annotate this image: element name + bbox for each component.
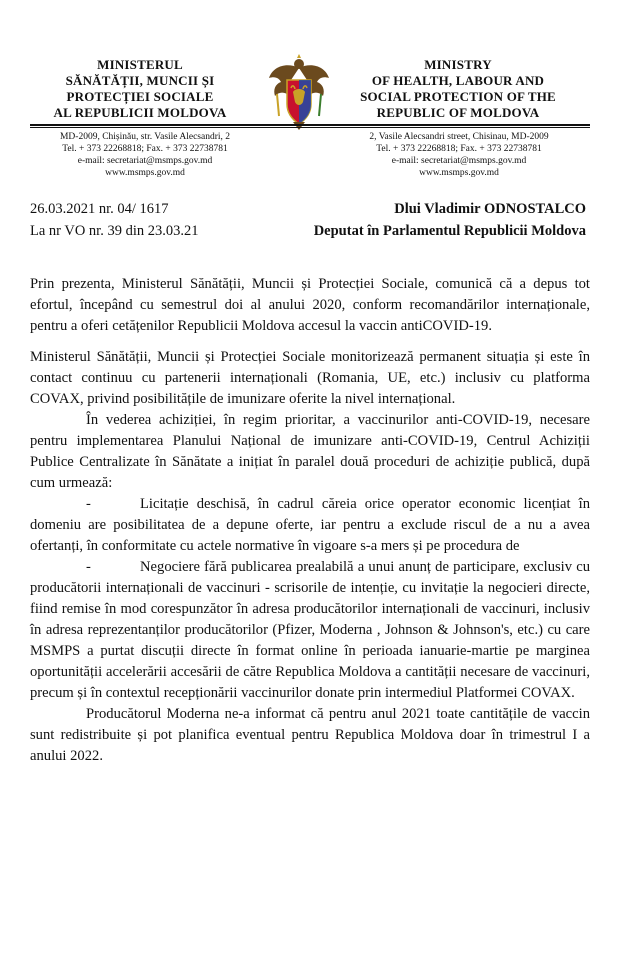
contact-email: e-mail: secretariat@msmps.gov.md <box>391 156 527 166</box>
ministry-ro-line: PROTECȚIEI SOCIALE <box>66 89 214 104</box>
ministry-name-english <box>345 57 571 121</box>
letter-reference <box>30 198 199 242</box>
ministry-ro-line: SĂNĂTĂȚII, MUNCII ȘI <box>65 73 215 88</box>
addressee-block <box>314 198 586 242</box>
reference-number: 26.03.2021 nr. 04/ 1617 <box>30 201 169 217</box>
reply-reference: La nr VO nr. 39 din 23.03.21 <box>30 223 199 239</box>
contact-block-english <box>348 131 570 179</box>
header-divider-thick <box>30 124 590 126</box>
contact-website: www.msmps.gov.md <box>105 168 185 178</box>
list-item-text: Negociere fără publicarea prealabilă a unui anunț de participare, exclusiv cu producătorii internaționali de vaccinuri - scrisorile de intenție, cu invitație la negocieri directe, fiind remise în mod corespunzător în adresa producătorilor internaționali de vaccinuri, inclusiv în adresa reprezentanților producătorilor (Pfizer, Moderna , Johnson & Johnson's, etc.) cu care MSMPS a purtat discuții directe în format online în perioada ianuarie-martie pe marginea oportunității accelerării accesării de către Republica Moldova a cantității necesare de vaccinuri, precum și în contextul recepționării vaccinurilor donate prin intermediul Platformei COVAX. <box>30 559 590 701</box>
header-divider-thin <box>30 127 590 128</box>
contact-phone: Tel. + 373 22268818; Fax. + 373 22738781 <box>376 144 542 154</box>
ministry-en-line: OF HEALTH, LABOUR AND <box>371 73 545 88</box>
ministry-ro-line: AL REPUBLICII MOLDOVA <box>53 105 227 120</box>
ministry-name-romanian <box>30 57 250 121</box>
contact-address: 2, Vasile Alecsandri street, Chisinau, MD-2009 <box>369 132 549 142</box>
body-paragraph: Prin prezenta, Ministerul Sănătății, Muncii și Protecției Sociale, comunică că a depus tot efortul, începând cu semestrul doi al anului 2020, conform recomandărilor internaționale, pentru a oferi cetățenilor Republicii Moldova accesul la vaccin antiCOVID-19. <box>30 276 590 334</box>
body-paragraph: În vederea achiziției, în regim prioritar, a vaccinurilor anti-COVID-19, necesare pentru implementarea Planului Național de imunizare anti-COVID-19, Centrul Achiziții Publice Centralizate în Sănătate a inițiat în paralel două proceduri de achiziție publică, după cum urmează: <box>30 412 590 491</box>
contact-phone: Tel. + 373 22268818; Fax. + 373 22738781 <box>62 144 228 154</box>
contact-email: e-mail: secretariat@msmps.gov.md <box>77 156 213 166</box>
contact-website: www.msmps.gov.md <box>419 168 499 178</box>
letter-body <box>30 274 590 767</box>
ministry-en-line: SOCIAL PROTECTION OF THE <box>360 89 556 104</box>
body-paragraph: Producătorul Moderna ne-a informat că pentru anul 2021 toate cantitățile de vaccin sunt redistribuite și pot planifica eventual pentru Republica Moldova doar în trimestrul I a anului 2022. <box>30 706 590 764</box>
ministry-ro-line: MINISTERUL <box>97 57 183 72</box>
addressee-name: Dlui Vladimir ODNOSTALCO <box>394 201 586 217</box>
body-paragraph: Ministerul Sănătății, Muncii și Protecției Sociale monitorizează permanent situația și este în contact continuu cu partenerii internaționali (Romania, UE, etc.) inclusiv cu platforma COVAX, privind posibilitățile de imunizare oferite la nivel internațional. <box>30 349 590 407</box>
contact-address: MD-2009, Chișinău, str. Vasile Alecsandri, 2 <box>59 132 231 142</box>
moldova-coat-of-arms-icon <box>265 54 333 132</box>
ministry-en-line: MINISTRY <box>424 57 492 72</box>
list-item <box>30 557 590 704</box>
list-item <box>30 494 590 557</box>
list-bullet-dash: - <box>86 559 91 575</box>
contact-block-romanian <box>30 131 260 179</box>
addressee-title: Deputat în Parlamentul Republicii Moldova <box>313 223 586 239</box>
ministry-en-line: REPUBLIC OF MOLDOVA <box>376 105 540 120</box>
list-item-text: Licitație deschisă, în cadrul căreia orice operator economic licențiat în domeniu are posibilitatea de a depune oferte, iar pentru a exclude riscul de a nu a avea ofertanți, în conformitate cu actele normative în vigoare s-a mers și pe procedura de <box>30 496 590 554</box>
list-bullet-dash: - <box>86 496 91 512</box>
